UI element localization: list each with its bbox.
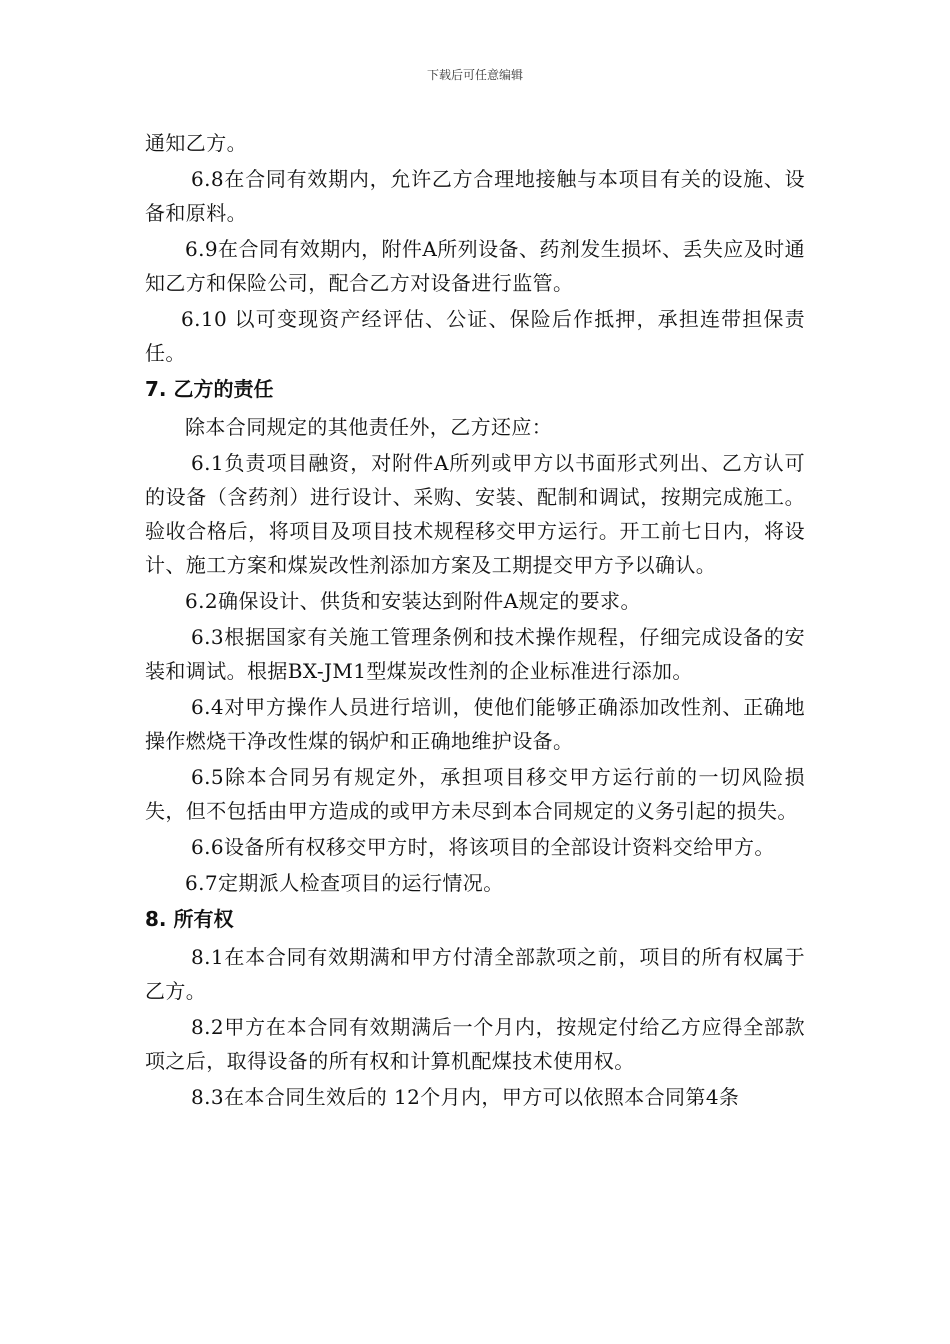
clause-7-1: 6.1负责项目融资，对附件A所列或甲方以书面形式列出、乙方认可的设备（含药剂）进行设计、采购、安装、配制和调试，按期完成施工。验收合格后，将项目及项目技术规程移交甲方运行。开工前七日内，将设计、施工方案和煤炭改性剂添加方案及工期提交甲方予以确认。 [145, 451, 805, 577]
clause-7-7: 6.7定期派人检查项目的运行情况。 [185, 871, 504, 895]
page-header: 下载后可任意编辑 [426, 68, 523, 82]
section-heading-8: 8. 所有权 [145, 907, 234, 931]
clause-7-3: 6.3根据国家有关施工管理条例和技术操作规程，仔细完成设备的安装和调试。根据BX-JM1型煤炭改性剂的企业标准进行添加。 [145, 625, 805, 683]
clause-7-4: 6.4对甲方操作人员进行培训，使他们能够正确添加改性剂、正确地操作燃烧干净改性煤的锅炉和正确地维护设备。 [145, 695, 805, 753]
clause-8-1: 8.1在本合同有效期满和甲方付清全部款项之前，项目的所有权属于乙方。 [145, 945, 805, 1003]
clause-8-2: 8.2甲方在本合同有效期满后一个月内，按规定付给乙方应得全部款项之后，取得设备的所有权和计算机配煤技术使用权。 [145, 1015, 805, 1073]
clause-7-6: 6.6设备所有权移交甲方时，将该项目的全部设计资料交给甲方。 [191, 835, 775, 859]
paragraph: 通知乙方。 [145, 131, 247, 155]
clause-7-5: 6.5除本合同另有规定外，承担项目移交甲方运行前的一切风险损失，但不包括由甲方造成的或甲方未尽到本合同规定的义务引起的损失。 [145, 765, 805, 823]
document-body [145, 126, 805, 1116]
clause-7-2: 6.2确保设计、供货和安装达到附件A规定的要求。 [185, 589, 641, 613]
clause-6-8: 6.8在合同有效期内，允许乙方合理地接触与本项目有关的设施、设备和原料。 [145, 167, 805, 225]
clause-8-3: 8.3在本合同生效后的 12个月内，甲方可以依照本合同第4条 [191, 1085, 740, 1109]
clause-6-10: 6.10 以可变现资产经评估、公证、保险后作抵押，承担连带担保责任。 [145, 307, 805, 365]
clause-6-9: 6.9在合同有效期内，附件A所列设备、药剂发生损坏、丢失应及时通知乙方和保险公司，配合乙方对设备进行监管。 [145, 237, 805, 295]
section-7-intro: 除本合同规定的其他责任外，乙方还应： [185, 415, 553, 439]
section-heading-7: 7. 乙方的责任 [145, 377, 274, 401]
